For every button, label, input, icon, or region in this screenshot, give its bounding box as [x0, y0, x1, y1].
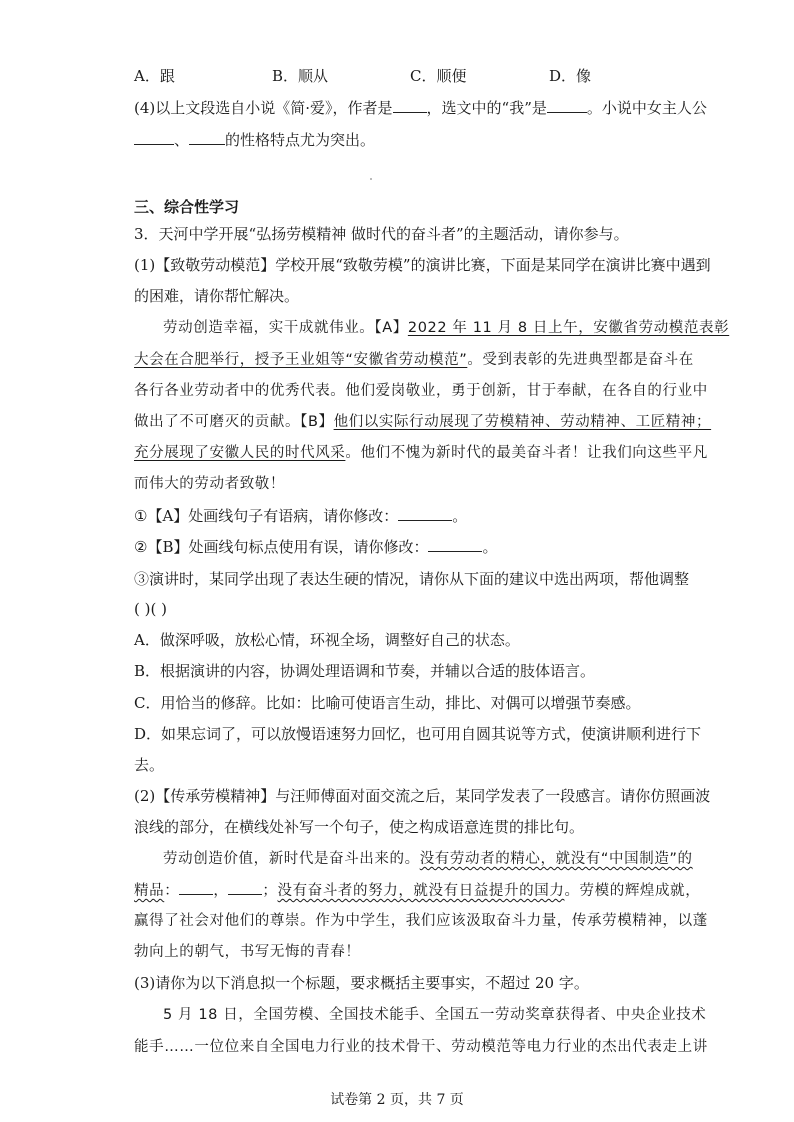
- passage-line: 大会在合肥举行，授予王业姐等“安徽省劳动模范”。受到表彰的先进典型都是奋斗在: [134, 352, 694, 368]
- page-footer: 试卷第 2 页，共 7 页: [330, 1092, 464, 1108]
- choice-c: C．用恰当的修辞。比如：比喻可使语言生动，排比、对偶可以增强节奏感。: [134, 694, 641, 712]
- passage2-line: 勃向上的朝气，书写无悔的青春！: [134, 944, 361, 960]
- author-blank[interactable]: [393, 98, 427, 113]
- choice-d-line1: D．如果忘词了，可以放慢语速努力回忆，也可用自圆其说等方式，使演讲顺利进行下: [134, 725, 702, 743]
- section-title: 三、综合性学习: [134, 198, 240, 216]
- part2-line1: (2)【传承劳模精神】与汪师傅面对面交流之后，某同学发表了一段感言。请你仿照画波: [134, 787, 711, 805]
- option-d: D．像: [549, 67, 592, 85]
- part2-line2: 浪线的部分，在横线处补写一个句子，使之构成语意连贯的排比句。: [134, 818, 585, 836]
- passage-line: 劳动创造幸福，实干成就伟业。【A】2022 年 11 月 8 日上午，安徽省劳动模范表彰: [163, 320, 730, 336]
- sub-question-1: ①【A】处画线句子有语病，请你修改： 。: [134, 507, 468, 525]
- news-line1: 5 月 18 日，全国劳模、全国技术能手、全国五一劳动奖章获得者、中央企业技术: [163, 1007, 707, 1023]
- answer-parens[interactable]: ( )( ): [134, 600, 167, 618]
- option-a: A．跟: [134, 67, 175, 85]
- trait-blank-1[interactable]: [134, 130, 174, 145]
- fill-blank-1[interactable]: [179, 880, 213, 895]
- passage-line: 做出了不可磨灭的贡献。【B】他们以实际行动展现了劳模精神、劳动精神、工匠精神；: [134, 414, 712, 430]
- fill-blank-2[interactable]: [228, 880, 262, 895]
- news-line2: 能手……一位位来自全国电力行业的技术骨干、劳动模范等电力行业的杰出代表走上讲: [134, 1039, 708, 1055]
- sub-question-2: ②【B】处画线句标点使用有误，请你修改： 。: [134, 538, 498, 556]
- choice-b: B．根据演讲的内容，协调处理语调和节奏，并辅以合适的肢体语言。: [134, 662, 596, 680]
- passage2-line: 精品： ， ；没有奋斗者的努力，就没有日益提升的国力。劳模的辉煌成就，: [134, 880, 700, 901]
- question-4-line1: (4)以上文段选自小说《简·爱》，作者是 ，选文中的“我”是 。小说中女主人公: [134, 99, 707, 117]
- part1-line1: (1)【致敬劳动模范】学校开展“致敬劳模”的演讲比赛，下面是某同学在演讲比赛中遇到: [134, 256, 711, 274]
- option-c: C．顺便: [410, 67, 467, 85]
- passage-line: 各行各业劳动者中的优秀代表。他们爱岗敬业，勇于创新，甘于奉献，在各自的行业中: [134, 383, 708, 399]
- passage2-line: 劳动创造价值，新时代是奋斗出来的。没有劳动者的精心，就没有“中国制造”的: [163, 851, 693, 867]
- trait-blank-2[interactable]: [189, 130, 225, 145]
- part1-line2: 的困难，请你帮忙解决。: [134, 287, 300, 305]
- fix-b-blank[interactable]: [428, 537, 482, 552]
- fix-a-blank[interactable]: [398, 506, 452, 521]
- choice-a: A．做深呼吸，放松心情，环视全场，调整好自己的状态。: [134, 631, 520, 649]
- passage2-line: 赢得了社会对他们的尊崇。作为中学生，我们应该汲取奋斗力量，传承劳模精神，以蓬: [134, 913, 708, 929]
- narrator-blank[interactable]: [547, 98, 587, 113]
- question-4-line2: 、 的性格特点尤为突出。: [134, 130, 375, 150]
- part3: (3)请你为以下消息拟一个标题，要求概括主要事实，不超过 20 字。: [134, 974, 589, 992]
- question-3-intro: 3．天河中学开展“弘扬劳模精神 做时代的奋斗者”的主题活动，请你参与。: [134, 225, 629, 243]
- speck: [370, 178, 372, 180]
- choice-d-line2: 去。: [134, 756, 165, 774]
- option-b: B．顺从: [272, 67, 329, 85]
- sub-question-3: ③演讲时，某同学出现了表达生硬的情况，请你从下面的建议中选出两项，帮他调整: [134, 570, 690, 588]
- passage-line: 充分展现了安徽人民的时代风采。他们不愧为新时代的最美奋斗者！让我们向这些平凡: [134, 445, 708, 461]
- passage-line: 而伟大的劳动者致敬！: [134, 476, 285, 492]
